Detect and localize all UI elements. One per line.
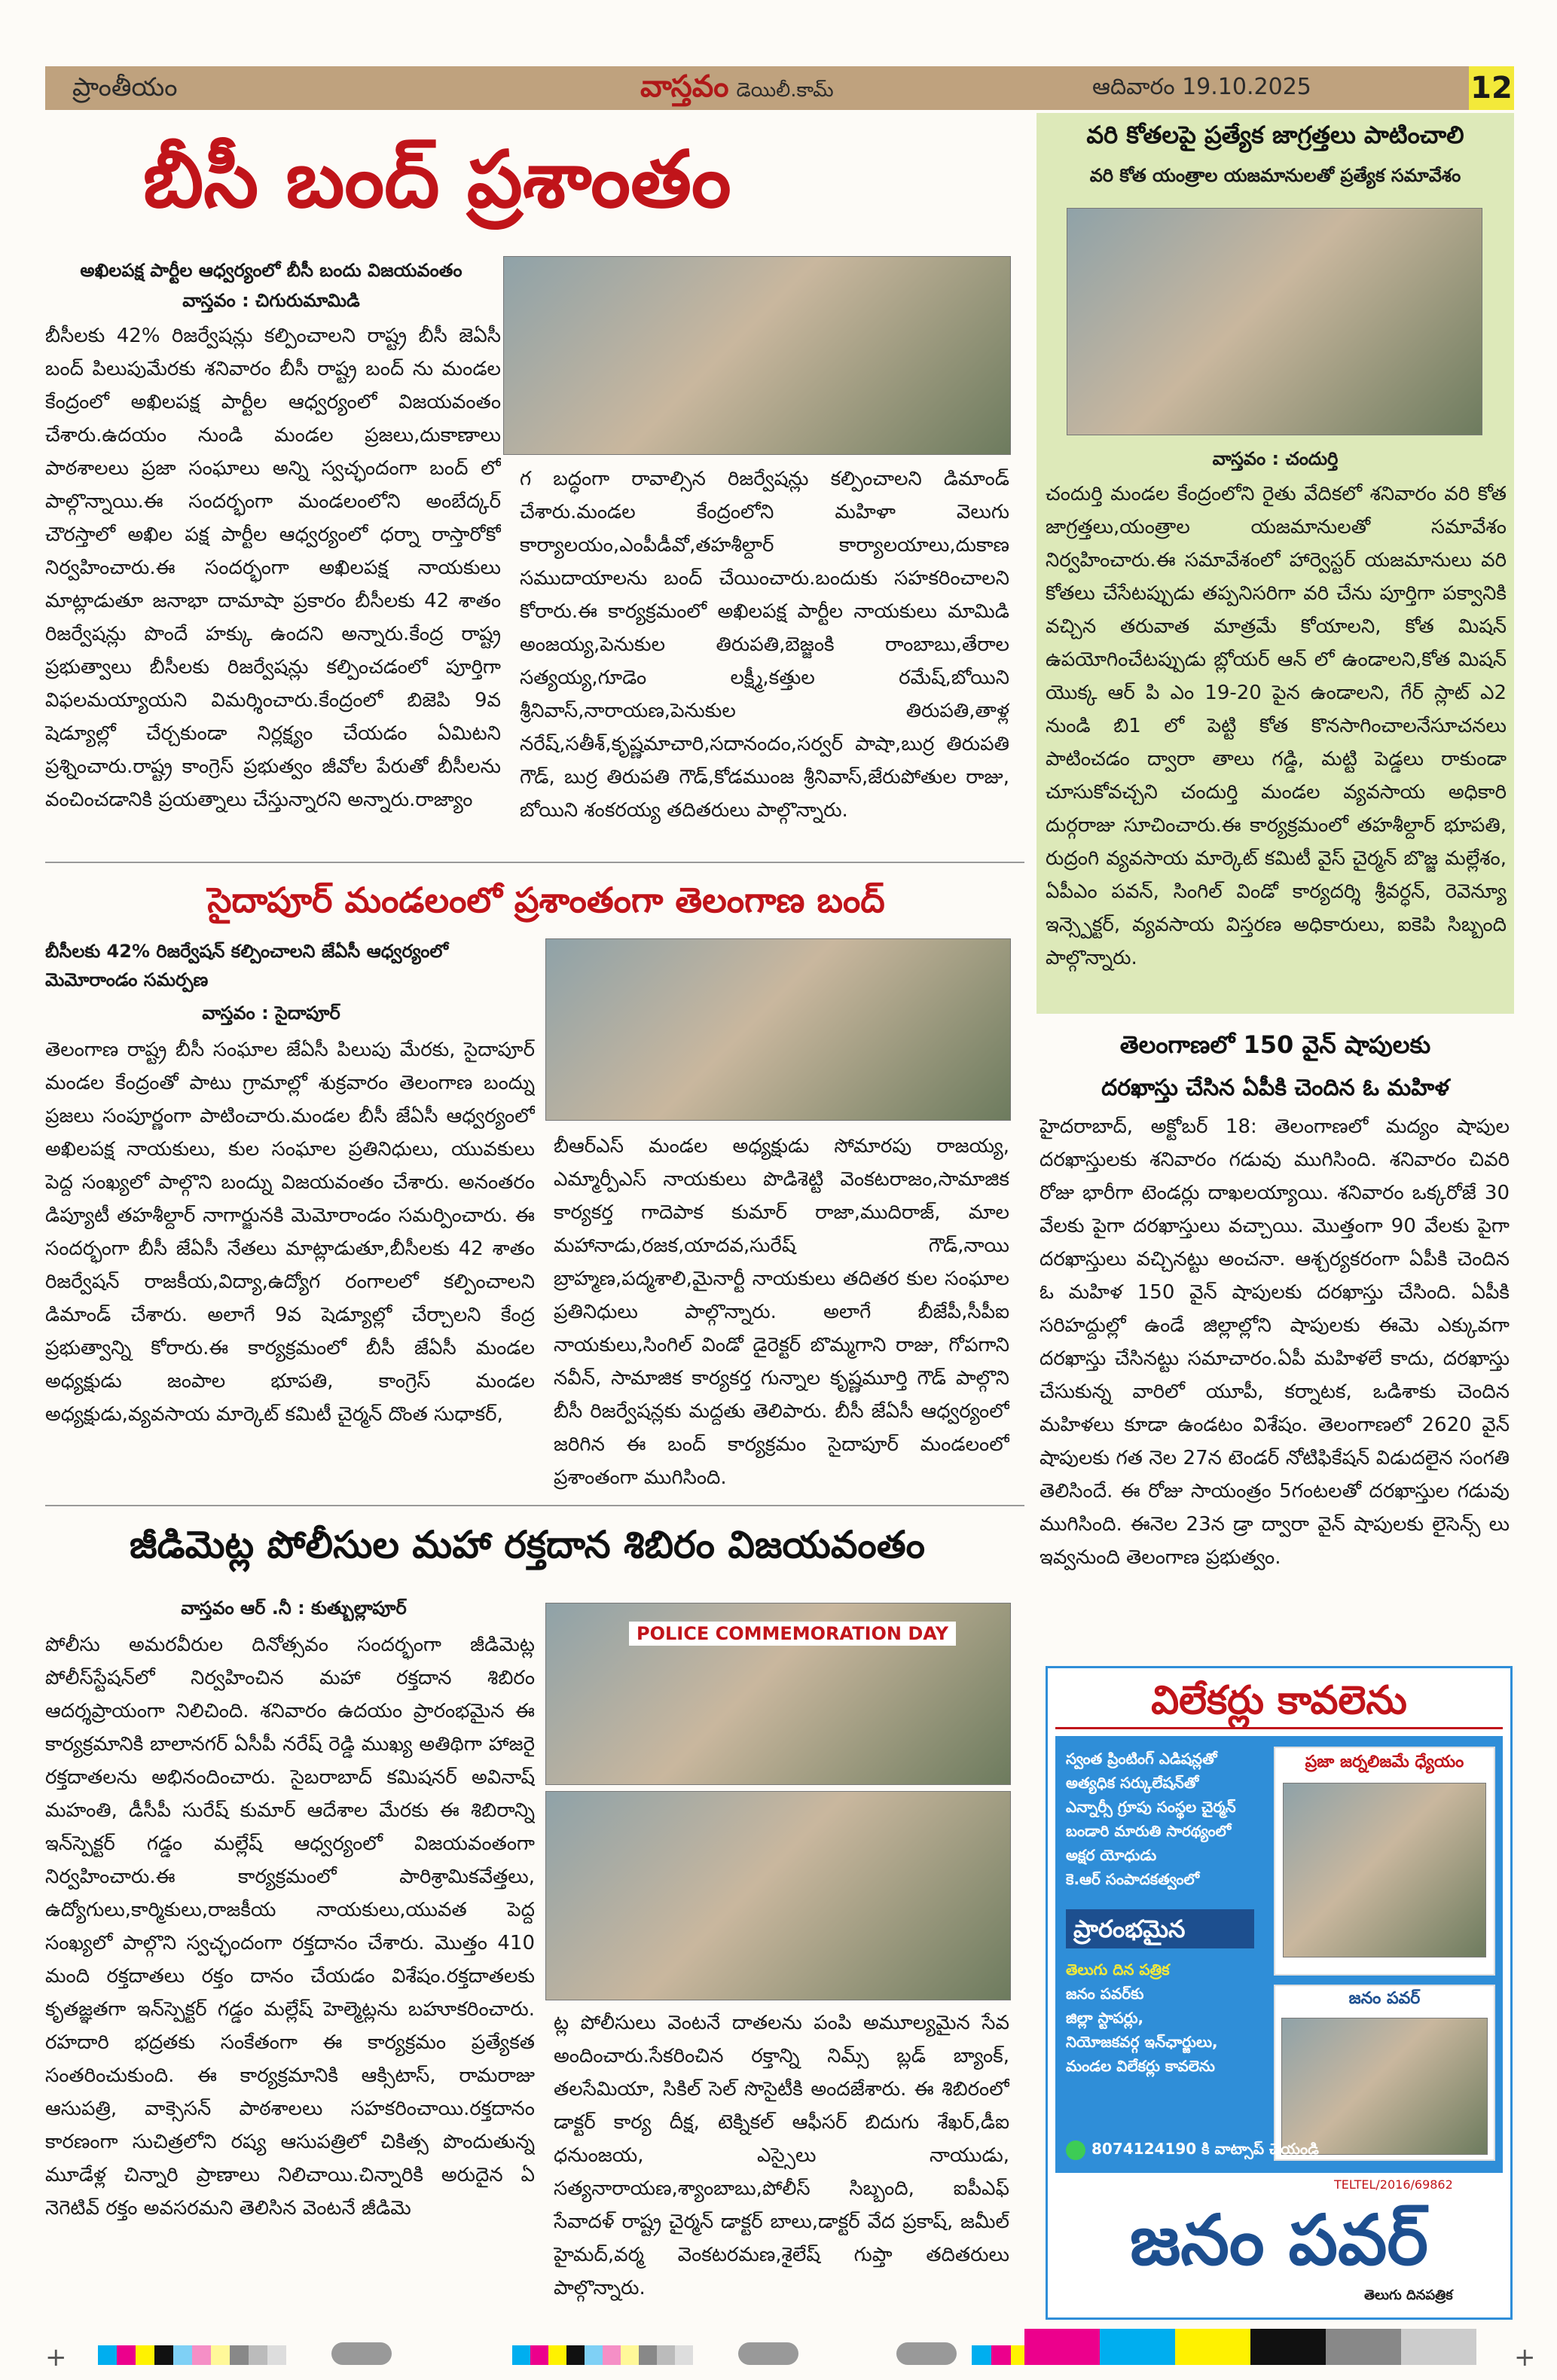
saidapur-headline: సైదాపూర్ మండలంలో ప్రశాంతంగా తెలంగాణ బంద్ (207, 880, 885, 920)
ad-line: జనం పవర్‌కు (1066, 1985, 1144, 2003)
ad-left-text (1066, 1747, 1254, 2078)
ad-line: అత్యధిక సర్కులేషన్‌తో (1066, 1774, 1199, 1792)
mini-paper-photo (1281, 2018, 1488, 2155)
ad-registration: TELTEL/2016/69862 (1334, 2177, 1453, 2192)
blood-column-2: ట్ల పోలీసులు వెంటనే దాతలను పంపి అమూల్యమైన సేవ అందించారు.సేకరించిన రక్తాన్ని నిమ్స్ బ్లడ్ బ్యాంక్, తలసేమియా, సికిల్ సెల్ సొసైటీకి అందజేశారు. ఈ శిబిరంలో డాక్టర్ కార్య దీక్ష, టెక్నికల్ ఆఫీసర్ బిదుగు శేఖర్,డీఐ ధనుంజయ, ఎస్సైలు నాయుడు, సత్యనారాయణ,శ్యాంబాబు,పోలీస్ సిబ్బంది, ఐపీఎఫ్ సేవాదళ్ రాష్ట్ర చైర్మన్ డాక్టర్ బాలు,డాక్టర్ వేద ప్రకాష్, జమీల్ హైమద్,వర్మ వెంకటరమణ,శైలేష్ గుప్తా తదితరులు పాల్గొన్నారు. (554, 2012, 1009, 2299)
ad-phone (1066, 2140, 1488, 2162)
ad-banner: ప్రారంభమైన (1066, 1909, 1254, 1948)
ad-title: విలేకర్లు కావలెను (1055, 1674, 1503, 1729)
phone-number: 8074124190 కి వాట్సాప్ చేయండి (1091, 2140, 1319, 2158)
blood-dateline: వాస్తవం ఆర్ .నీ : కుత్బుల్లాపూర్ (181, 1597, 407, 1619)
lead-subhead: అఖిలపక్ష పార్టీల ఆధ్వర్యంలో బీసీ బందు విజయవంతం (80, 260, 463, 281)
divider (45, 1505, 1024, 1506)
saidapur-subhead: బీసీలకు 42% రిజర్వేషన్ కల్పించాలని జేఏసీ ఆధ్వర్యంలో మెమోరాండం సమర్పణ (45, 941, 449, 990)
paddy-box (1036, 113, 1514, 1014)
paddy-photo (1067, 208, 1482, 435)
paddy-body: చందుర్తి మండల కేంద్రంలోని రైతు వేదికలో శనివారం వరి కోత జాగ్రత్తలు,యంత్రాల యజమానులతో సమావేశం నిర్వహించారు.ఈ సమావేశంలో హార్వెస్టర్ యజమానులు వరి కోతలు చేసేటప్పుడు తప్పనిసరిగా వరి చేను పూర్తిగా పక్వానికి వచ్చిన తరువాత మాత్రమే కోయాలని, కోత మిషన్ ఉపయోగించేటప్పుడు బ్లోయర్ ఆన్ లో ఉండాలని,కోత మిషన్ యొక్క ఆర్ పి ఎం 19-20 పైన ఉండాలని, గేర్ స్లాట్ ఎ2 నుండి బి1 లో పెట్టి కోత కొనసాగించాలనేసూచనలు పాటించడం ద్వారా తాలు గడ్డి, మట్టి పెడ్డలు రాకుండా చూసుకోవచ్చని చందుర్తి మండల వ్యవసాయ అధికారి దుర్గరాజు సూచించారు.ఈ కార్యక్రమంలో తహశీల్దార్ భూపతి, రుద్రంగి వ్యవసాయ మార్కెట్ కమిటీ వైస్ చైర్మన్ బొజ్జ మల్లేశం, ఏపీఎం పవన్, సింగిల్ విండో కార్యదర్శి శ్రీవర్ధన్, రెవెన్యూ ఇన్స్పెక్టర్, వ్యవసాయ విస్తరణ అధికారులు, ఐకెపి సిబ్బంది పాల్గొన్నారు. (1046, 483, 1507, 969)
mini-newspaper-2 (1274, 1985, 1495, 2161)
whatsapp-icon (1066, 2140, 1085, 2160)
lead-column-1: బీసీలకు 42% రిజర్వేషన్లు కల్పించాలని రాష్ట్ర బీసీ జెఏసీ బంద్ పిలుపుమేరకు శనివారం బీసీ రాష్ట్ర బంద్ ను మండల కేంద్రంలో అఖిలపక్ష పార్టీల ఆధ్వర్యంలో విజయవంతం చేశారు.ఉదయం నుండి మండల ప్రజలు,దుకాణాలు పాఠశాలలు ప్రజా సంఘాలు అన్ని స్వచ్ఛందంగా బంద్ లో పాల్గొన్నాయి.ఈ సందర్భంగా మండలంలోని అంబేద్కర్ చౌరస్తాలో అఖిల పక్ష పార్టీల ఆధ్వర్యంలో ధర్నా రాస్తారోకో నిర్వహించారు.ఈ సందర్భంగా అఖిలపక్ష నాయకులు మాట్లాడుతూ జనాభా దామాషా ప్రకారం బీసీలకు 42 శాతం రిజర్వేషన్లు పొందే హక్కు ఉందని అన్నారు.కేంద్ర రాష్ట్ర ప్రభుత్వాలు బీసీలకు రిజర్వేషన్లు కల్పించడంలో పూర్తిగా విఫలమయ్యాయని విమర్శించారు.కేంద్రంలో బిజెపి 9వ షెడ్యూల్లో చేర్చకుండా నిర్లక్ష్యం చేయడం ఏమిటని ప్రశ్నించారు.రాష్ట్ర కాంగ్రెస్ ప్రభుత్వం జీవోల పేరుతో బీసీలను వంచించడానికి ప్రయత్నాలు చేస్తున్నారని అన్నారు.రాజ్యాం (45, 325, 501, 811)
reg-oval (331, 2342, 392, 2365)
wine-body: హైదరాబాద్, అక్టోబర్ 18: తెలంగాణలో మద్యం షాపుల దరఖాస్తులకు శనివారం గడువు ముగిసింది. శనివారం చివరి రోజు భారీగా టెండర్లు దాఖలయ్యాయి. శనివారం ఒక్కరోజే 30 వేలకు పైగా దరఖాస్తులు వచ్చాయి. మొత్తంగా 90 వేలకు పైగా దరఖాస్తులు వచ్చినట్టు అంచనా. ఆశ్చర్యకరంగా ఏపీకి చెందిన ఓ మహిళ 150 వైన్ షాపులకు దరఖాస్తు చేసింది. ఏపీకి సరిహద్దుల్లో ఉండే జిల్లాల్లోని షాపులకు ఈమె ఎక్కువగా దరఖాస్తు చేసినట్టు సమాచారం.ఏపీ మహిళలే కాదు, దరఖాస్తు చేసుకున్న వారిలో యూపీ, కర్నాటక, ఒడిశాకు చెందిన మహిళలు కూడా ఉండటం విశేషం. తెలంగాణలో 2620 వైన్ షాపులకు గత నెల 27న టెండర్ నోటిఫికేషన్ విడుదలైన సంగతి తెలిసిందే. ఈ రోజు సాయంత్రం 5గంటలతో దరఖాస్తుల గడువు ముగిసింది. ఈనెల 23న డ్రా ద్వారా వైన్ షాపులకు లైసెన్స్ లు ఇవ్వనుంది తెలంగాణ ప్రభుత్వం. (1040, 1115, 1510, 1569)
classified-ad (1046, 1666, 1513, 2320)
mini-paper-photo (1283, 1783, 1486, 1957)
ad-line: తెలుగు దిన పత్రిక (1066, 1960, 1170, 1979)
ad-tagline: తెలుగు దినపత్రిక (1364, 2287, 1453, 2303)
blood-column-1: పోలీసు అమరవీరుల దినోత్సవం సందర్భంగా జీడిమెట్ల పోలీస్‌స్టేషన్‌లో నిర్వహించిన మహా రక్తదాన శిబిరం ఆదర్శప్రాయంగా నిలిచింది. శనివారం ఉదయం ప్రారంభమైన ఈ కార్యక్రమానికి బాలానగర్ ఏసీపీ నరేష్ రెడ్డి ముఖ్య అతిథిగా హాజరై రక్తదాతలను అభినందించారు. సైబరాబాద్ కమిషనర్ అవినాష్ మహంతి, డీసీపీ సురేష్ కుమార్ ఆదేశాల మేరకు ఈ శిబిరాన్ని ఇన్‌స్పెక్టర్ గడ్డం మల్లేష్ ఆధ్వర్యంలో విజయవంతంగా నిర్వహించారు.ఈ కార్యక్రమంలో పారిశ్రామికవేత్తలు, ఉద్యోగులు,కార్మికులు,రాజకీయ నాయకులు,యువత పెద్ద సంఖ్యలో పాల్గొని స్వచ్ఛందంగా రక్తదానం చేశారు. మొత్తం 410 మంది రక్తదాతలు రక్తం దానం చేయడం విశేషం.రక్తదాతలకు కృతజ్ఞతగా ఇన్‌స్పెక్టర్ గడ్డం మల్లేష్ హెల్మెట్లను బహూకరించారు. రహదారి భద్రతకు సంకేతంగా ఈ కార్యక్రమం ప్రత్యేకత సంతరించుకుంది. ఈ కార్యక్రమానికి ఆక్సిటాస్, రామరాజు ఆసుపత్రి, వాక్సెసన్ పాఠశాలలు సహకరించాయి.రక్తదానం కారణంగా సుచిత్రలోని రష్య ఆసుపత్రిలో చికిత్స పొందుతున్న మూడేళ్ల చిన్నారి ప్రాణాలు నిలిచాయి.చిన్నారికి అరుదైన ఏ నెగెటివ్ రక్తం అవసరమని తెలిసిన వెంటనే జీడిమె (45, 1634, 535, 2220)
page-header (45, 66, 1514, 110)
ad-line: కె.ఆర్ సంపాదకత్వంలో (1066, 1870, 1200, 1888)
paddy-dateline: వాస్తవం : చందుర్తి (1212, 448, 1339, 469)
paddy-subhead: వరి కోత యంత్రాల యజమానులతో ప్రత్యేక సమావేశం (1089, 165, 1461, 186)
ad-line: స్వంత ప్రింటింగ్ ఎడిషన్లతో (1066, 1750, 1217, 1768)
mini-paper-masthead: జనం పవర్ (1348, 1989, 1421, 2008)
reg-oval (738, 2342, 798, 2365)
ad-body (1055, 1736, 1503, 2173)
color-bar (1024, 2329, 1476, 2365)
blood-headline: జీడిమెట్ల పోలీసుల మహా రక్తదాన శిబిరం విజయవంతం (130, 1523, 925, 1567)
lead-column-2: గ బద్ధంగా రావాల్సిన రిజర్వేషన్లు కల్పించాలని డిమాండ్ చేశారు.మండల కేంద్రంలోని మహిళా వెలుగు కార్యాలయం,ఎంపీడీవో,తహశీల్దార్ కార్యాలయాలు,దుకాణ సముదాయాలను బంద్ చేయించారు.బందుకు సహకరించాలని కోరారు.ఈ కార్యక్రమంలో అఖిలపక్ష పార్టీల నాయకులు మామిడి అంజయ్య,పెనుకుల తిరుపతి,బెజ్జంకి రాంబాబు,తేరాల సత్యయ్య,గూడెం లక్ష్మీ,కత్తుల రమేష్,బోయిని శ్రీనివాస్,నారాయణ,పెనుకుల తిరుపతి,తాళ్ల నరేష్,సతీశ్,కృష్ణమాచారి,సదానందం,సర్వర్ పాషా,బుర్ర తిరుపతి గౌడ్, బుర్ర తిరుపతి గౌడ్,కోడముంజ శ్రీనివాస్,జేరుపోతుల రాజు, బోయిని శంకరయ్య తదితరులు పాల్గొన్నారు. (520, 468, 1009, 822)
blood-photo-bottom (545, 1791, 1011, 2000)
mini-newspaper-1 (1274, 1747, 1495, 1976)
ad-line: జిల్లా స్టాపర్లు, (1066, 2009, 1144, 2027)
lead-photo (503, 256, 1011, 455)
divider (45, 862, 1024, 863)
wine-headline-1: తెలంగాణలో 150 వైన్ షాపులకు (1119, 1030, 1431, 1059)
lead-dateline: వాస్తవం : చిగురుమామిడి (182, 290, 360, 311)
section-label: ప్రాంతీయం (72, 72, 178, 102)
reg-oval (896, 2342, 957, 2365)
crop-mark-icon: + (1514, 2342, 1536, 2372)
ad-line: బండారి మారుతి సారథ్యంలో (1066, 1822, 1232, 1840)
saidapur-column-1: తెలంగాణ రాష్ట్ర బీసీ సంఘాల జేఏసీ పిలుపు మేరకు, సైదాపూర్ మండల కేంద్రంతో పాటు గ్రామాల్లో శుక్రవారం తెలంగాణ బంద్ను ప్రజలు సంపూర్ణంగా పాటించారు.మండల బీసీ జేఏసీ ఆధ్వర్యంలో అఖిలపక్ష నాయకులు, కుల సంఘాల ప్రతినిధులు, యువకులు పెద్ద సంఖ్యలో పాల్గొని బంద్ను విజయవంతం చేశారు. అనంతరం డిప్యూటీ తహశీల్దార్ నాగార్జునకి మెమోరాండం సమర్పించారు. ఈ సందర్భంగా బీసీ జేఏసీ నేతలు మాట్లాడుతూ,బీసీలకు 42 శాతం రిజర్వేషన్ రాజకీయ,విద్యా,ఉద్యోగ రంగాలలో కల్పించాలని డిమాండ్ చేశారు. అలాగే 9వ షెడ్యూల్లో చేర్చాలని కేంద్ర ప్రభుత్వాన్ని కోరారు.ఈ కార్యక్రమంలో బీసీ జేఏసీ మండల అధ్యక్షుడు జంపాల భూపతి, కాంగ్రెస్ మండల అధ్యక్షుడు,వ్యవసాయ మార్కెట్ కమిటీ చైర్మన్ దొంత సుధాకర్, (45, 1039, 535, 1426)
crop-mark-icon: + (45, 2342, 67, 2372)
color-bar (98, 2345, 324, 2365)
color-bar (512, 2345, 693, 2365)
photo-banner-text: POLICE COMMEMORATION DAY (629, 1622, 956, 1646)
issue-date: ఆదివారం 19.10.2025 (1092, 74, 1311, 100)
brand-masthead: వాస్తవం డెయిలీ.కామ్ (640, 69, 834, 104)
wine-headline-2: దరఖాస్తు చేసిన ఏపీకి చెందిన ఓ మహిళ (1101, 1075, 1449, 1101)
ad-line: ఎన్నార్సీ గ్రూపు సంస్థల చైర్మన్ (1066, 1798, 1236, 1816)
saidapur-photo (545, 938, 1011, 1121)
saidapur-dateline: వాస్తవం : సైదాపూర్ (202, 1002, 340, 1024)
ad-line: నియోజకవర్గ ఇన్‌ఛార్జులు, (1066, 2033, 1218, 2051)
mini-paper-title: ప్రజా జర్నలిజమే ధ్యేయం (1305, 1753, 1464, 1771)
paddy-headline: వరి కోతలపై ప్రత్యేక జాగ్రత్తలు పాటించాలి (1086, 121, 1464, 149)
blood-photo-top (545, 1603, 1011, 1785)
lead-headline: బీసీ బంద్ ప్రశాంతం (143, 133, 731, 225)
ad-line: అక్షర యోధుడు (1066, 1846, 1157, 1864)
page-number: 12 (1469, 66, 1514, 110)
ad-masthead: జనం పవర్ (1130, 2200, 1428, 2281)
ad-line: మండల విలేకర్లు కావలెను (1066, 2057, 1215, 2075)
saidapur-column-2: బీఆర్ఎస్ మండల అధ్యక్షుడు సోమారపు రాజయ్య, ఎమ్మార్పీఎస్ నాయకులు పొడిశెట్టి వెంకటరాజం,సామాజిక కార్యకర్త గాదెపాక కుమార్ రాజా,ముదిరాజ్, మాల మహానాడు,రజక,యాదవ,సురేష్ గౌడ్,నాయి బ్రాహ్మణ,పద్మశాలి,మైనార్టీ నాయకులు తదితర కుల సంఘాల ప్రతినిధులు పాల్గొన్నారు. అలాగే బీజేపీ,సీపీఐ నాయకులు,సింగిల్ విండో డైరెక్టర్ బొమ్మగాని రాజు, గోపగాని నవీన్, సామాజిక కార్యకర్త గున్నాల కృష్ణమూర్తి గౌడ్ పాల్గొని బీసీ రిజర్వేషన్లకు మద్దతు తెలిపారు. బీసీ జేఏసీ ఆధ్వర్యంలో జరిగిన ఈ బంద్ కార్యక్రమం సైదాపూర్ మండలంలో ప్రశాంతంగా ముగిసింది. (554, 1135, 1009, 1489)
